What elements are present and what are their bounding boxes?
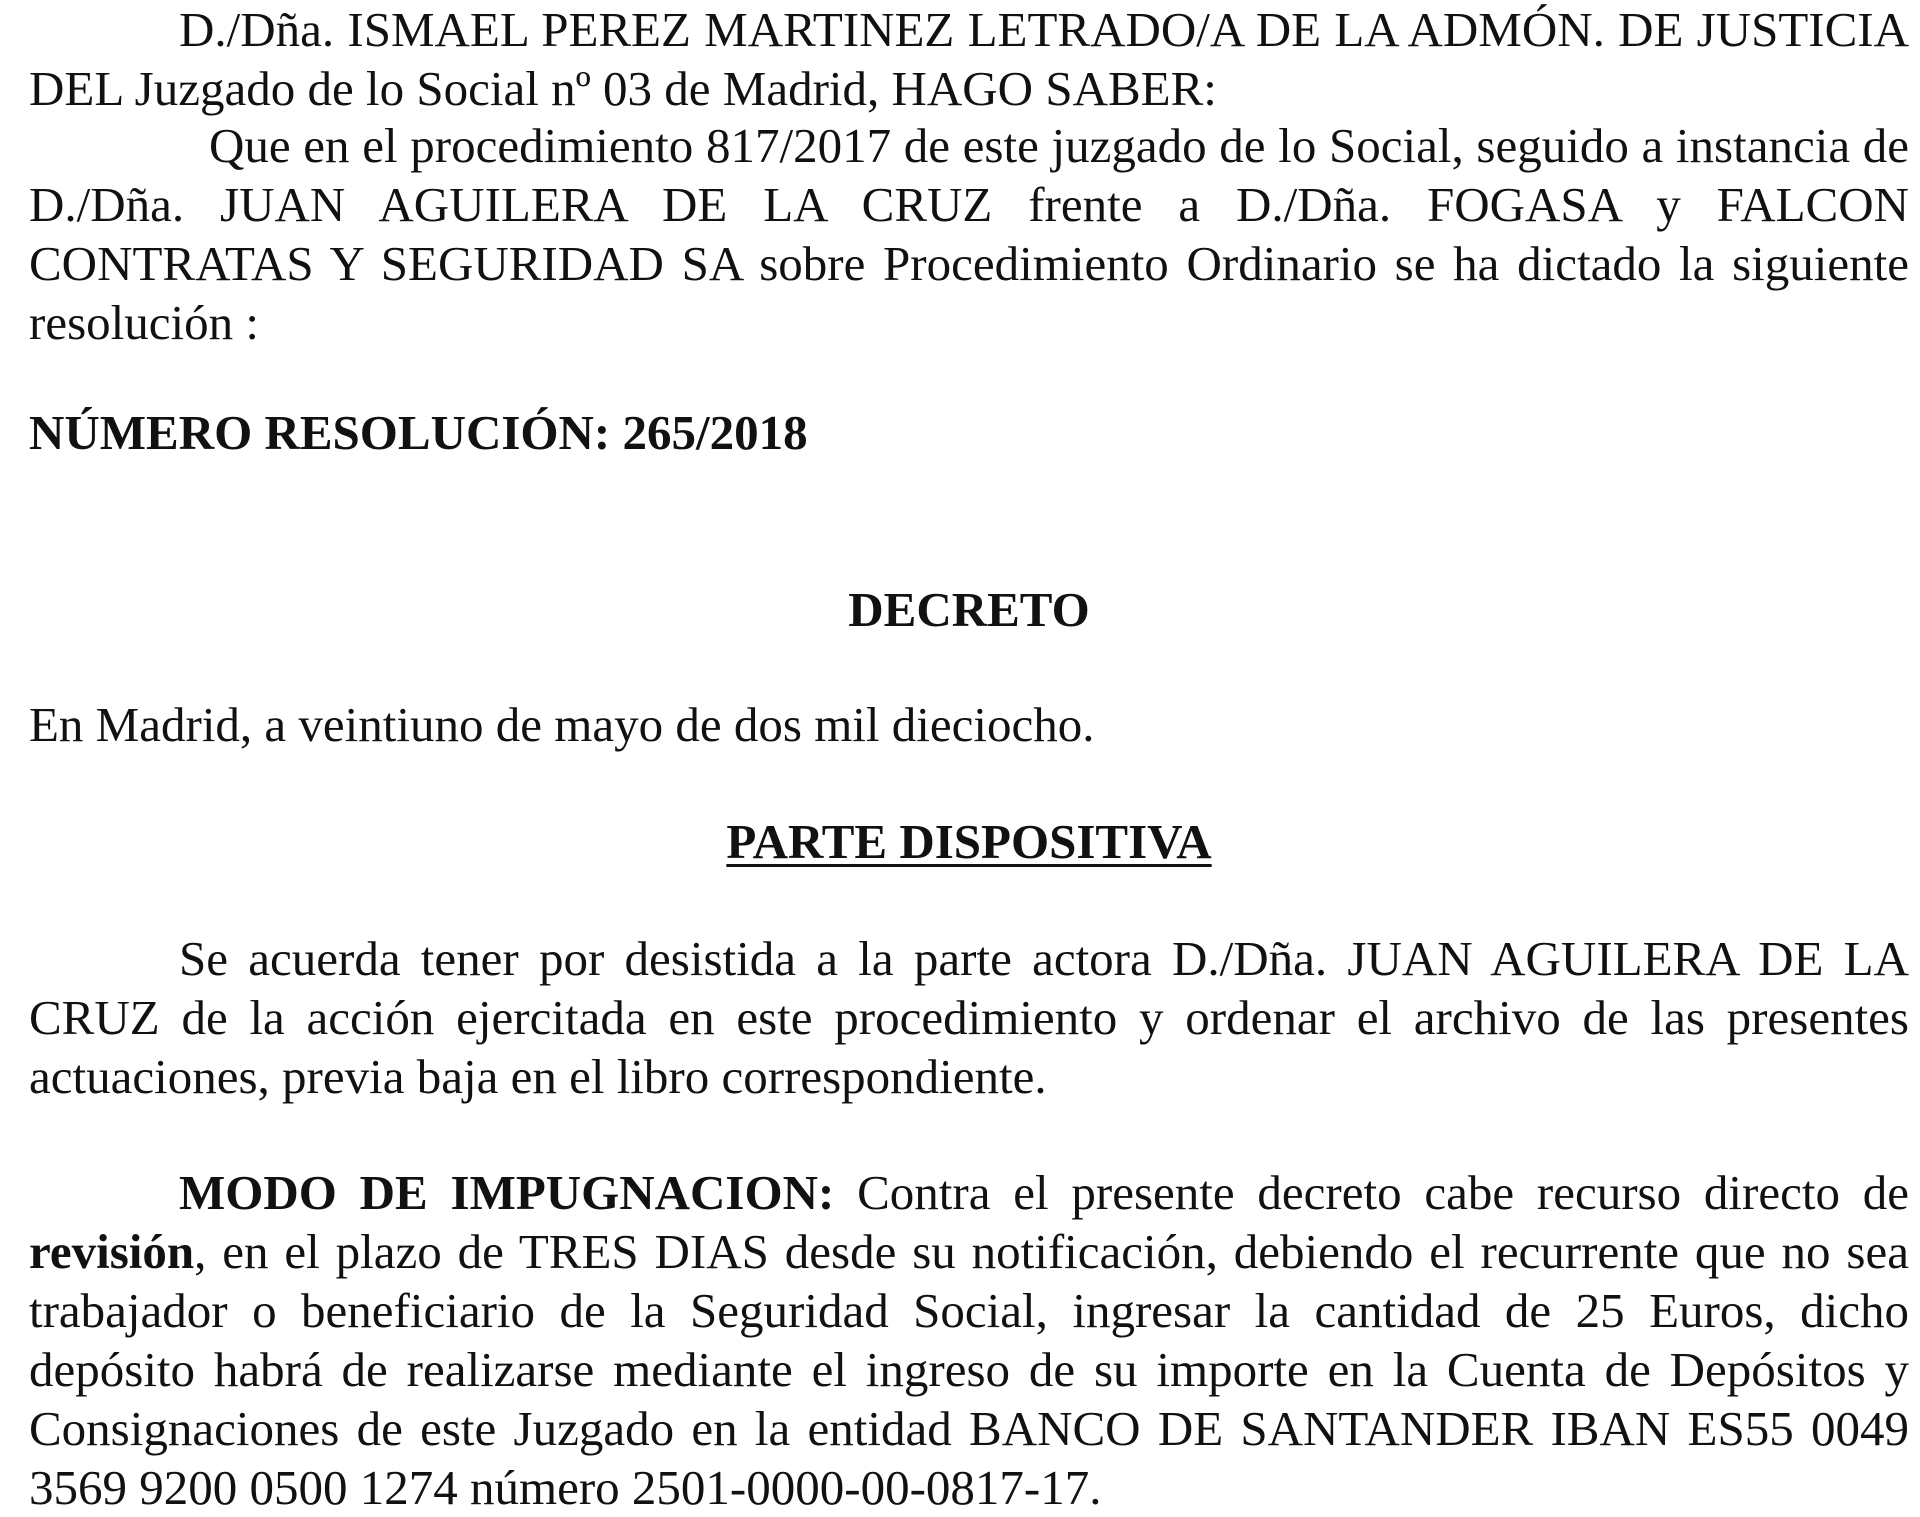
section-heading: PARTE DISPOSITIVA	[726, 814, 1212, 869]
challenge-text-part2: , en el plazo de TRES DIAS desde su notificación, debiendo el recurrente que no sea trabajador o beneficiario de la Seguridad Social, ingresar la cantidad de 25 Euros, dicho depósito habrá de realizarse mediante el ingreso de su importe en la Cuenta de Depósitos y Consignaciones de este Juzgado en la entidad BANCO DE SANTANDER IBAN ES55 0049 3569 9200 0500 1274 número 2501-0000-00-0817-17.	[29, 1224, 1909, 1515]
challenge-text-part1: Contra el presente decreto cabe recurso directo de	[834, 1165, 1909, 1220]
resolution-number: NÚMERO RESOLUCIÓN: 265/2018	[29, 405, 808, 460]
challenge-bold-word: revisión	[29, 1224, 195, 1279]
dispositive-paragraph: Se acuerda tener por desistida a la parte actora D./Dña. JUAN AGUILERA DE LA CRUZ de la acción ejercitada en este procedimiento y ordenar el archivo de las presentes actuaciones, previa baja en el libro correspondiente.	[29, 931, 1909, 1104]
decree-heading: DECRETO	[848, 582, 1090, 637]
intro-paragraph: Que en el procedimiento 817/2017 de este juzgado de lo Social, seguido a instancia de D./Dña. JUAN AGUILERA DE LA CRUZ frente a D./Dña. FOGASA y FALCON CONTRATAS Y SEGURIDAD SA sobre Procedimiento Ordinario se ha dictado la siguiente resolución :	[29, 118, 1909, 350]
date-line: En Madrid, a veintiuno de mayo de dos mil dieciocho.	[29, 697, 1095, 752]
challenge-label: MODO DE IMPUGNACION:	[179, 1165, 835, 1220]
header-paragraph: D./Dña. ISMAEL PEREZ MARTINEZ LETRADO/A DE LA ADMÓN. DE JUSTICIA DEL Juzgado de lo Social nº 03 de Madrid, HAGO SABER:	[29, 2, 1909, 116]
challenge-paragraph	[29, 1163, 1909, 1517]
